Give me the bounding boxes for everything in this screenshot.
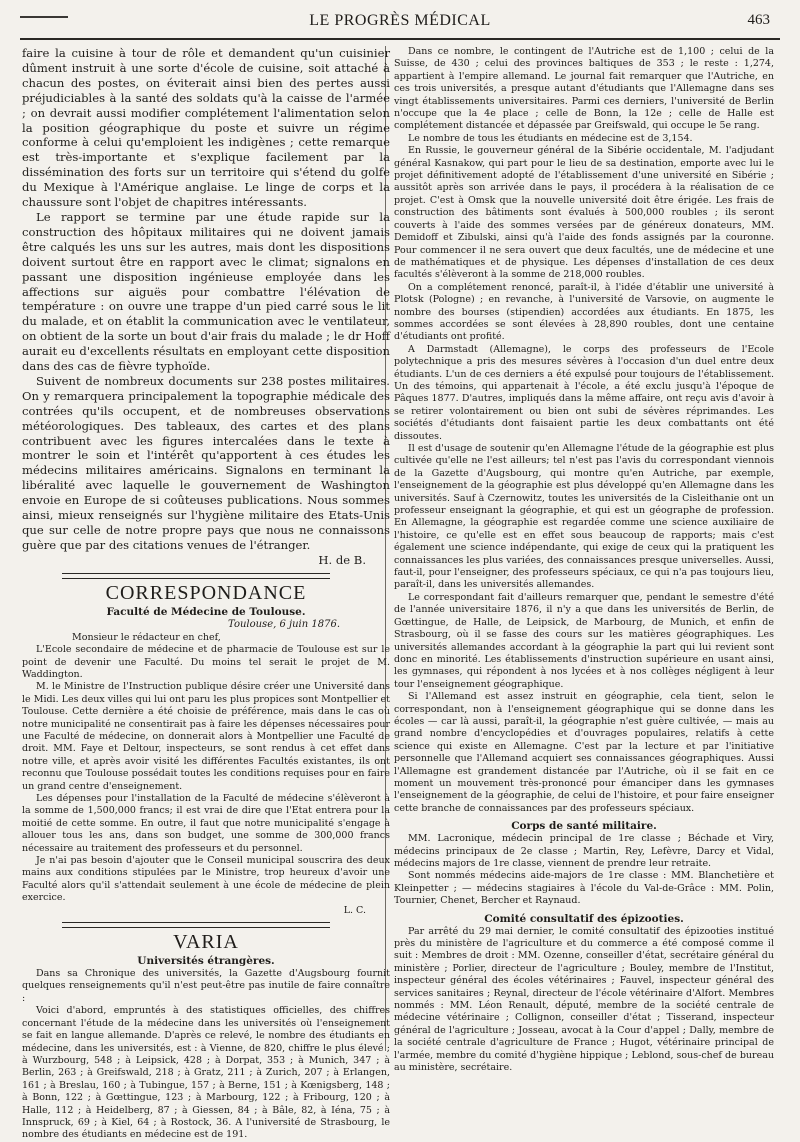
comite-paragraph: Par arrêté du 29 mai dernier, le comité consultatif des épizooties institué près du ministère de l'agriculture et du commerce a été composé comme il suit : Membres de droit : MM. Ozenne, conseiller d'état, secrétaire général du ministère ; Porlier, directeur de l'agriculture ; Bouley, membre de l'Institut, inspecteur général des écoles vétérinaires ; Fauvel, inspecteur général des services sanitaires ; Reynal, directeur de l'école vétérinaire d'Alfort. Membres nommés : MM. Léon Renault, député, membre de la société centrale de médecine vétérinaire ; Collignon, conseiller d'état ; Tisserand, inspecteur général de l'agriculture ; Josseau, avocat à la Cour d'appel ; Dally, membre de la société centrale d'agriculture de France ; Hugot, vétérinaire principal de l'armée, membre du comité d'hygiène hippique ; Leblond, sous-chef de bureau au ministère, secrétaire.: [394, 925, 774, 1074]
varia-paragraph: Il est d'usage de soutenir qu'en Allemagne l'étude de la géographie est plus cultivée qu'elle ne l'est ailleurs; tel n'est pas l'avis du correspondant viennois de la Gazette d'Augsbourg, qui montre qu'en Autriche, par exemple, l'enseignement de la géographie est plus développé qu'en Allemagne dans les universités. Sauf à Czernowitz, toutes les universités de la Cisleithanie ont un professeur enseignant la géographie, et qui est un géographe de profession. En Allemagne, la géographie est regardée comme une science auxiliaire de l'histoire, ce qu'elle est en effet sous beaucoup de rapports; mais c'est également une science indépendante, qui exige de ceux qui la pratiquent les connaissances les plus variées, des connaissances presque universelles. Aussi, faut-il, pour l'enseigner, des professeurs spéciaux, ce qui n'a pas toujours lieu, paraît-il, dans les universités allemandes.: [394, 443, 774, 591]
correspondance-salutation: Monsieur le rédacteur en chef,: [72, 631, 221, 643]
section-rule: [62, 922, 330, 928]
varia-paragraph: Le correspondant fait d'ailleurs remarquer que, pendant le semestre d'été de l'année universitaire 1876, il n'y a que dans les universités de Berlin, de Gœttingue, de Halle, de Leipsick, de Marbourg, de Munich, et enfin de Strasbourg, où il se fasse des cours sur les matières géographiques. Les universités allemandes accordant à la géographie la part qui lui revient sont donc en minorité. Les établissements d'instruction supérieure en usant ainsi, les gymnases, qui répondent à nos lycées et à nos collèges négligent à leur tour l'enseignement géographique.: [394, 591, 774, 690]
left-column: [22, 46, 390, 1141]
varia-paragraph: Le nombre de tous les étudiants en médecine est de 3,154.: [408, 132, 693, 144]
varia-paragraph: Si l'Allemand est assez instruit en géographie, cela tient, selon le correspondant, non à l'enseignement géographique qui se donne dans les écoles — car là aussi, paraît-il, la géographie n'est guère cultivée, — mais au grand nombre d'encyclopédies et d'ouvrages populaires, relatifs à cette science qui existe en Allemagne. C'est par la lecture et par l'initiative personnelle que l'Allemand acquiert ses connaissances géographiques. Aussi l'Allemagne est grandement distancée par l'Autriche, où il se fait en ce moment un mouvement très-prononcé pour émanciper dans les gymnases l'enseignement de la géographie, de celui de l'histoire, et pour faire enseigner cette branche de connaissances par des professeurs spéciaux.: [394, 691, 774, 814]
right-column: [394, 46, 774, 1074]
varia-paragraph: En Russie, le gouverneur général de la Sibérie occidentale, M. l'adjudant général Kasnakow, qui part pour le lieu de sa destination, emporte avec lui le projet définitivement adopté de l'établissement d'une université en Sibérie ; aussitôt après son arrivée dans le pays, il procédera à la réalisation de ce projet. C'est à Omsk que la nouvelle université doit être érigée. Les frais de construction des bâtiments sont évalués à 500,000 roubles ; ils seront couverts à l'aide des sommes versées par de généreux donateurs, MM. Demidoff et Zibulski, ainsi qu'à l'aide des fonds assignés par la couronne. Pour commencer il ne sera ouvert que deux facultés, une de médecine et une de mathématiques et de physique. Les dépenses d'installation de ces deux facultés s'élèveront à la somme de 218,000 roubles.: [394, 145, 774, 281]
section-title-comite-epizooties: Comité consultatif des épizooties.: [484, 912, 684, 925]
correspondance-signature: L. C.: [343, 904, 366, 916]
corps-paragraph: Sont nommés médecins aide-majors de 1re classe : MM. Blanchetière et Kleinpetter ; — médecins stagiaires à l'école du Val-de-Grâce : MM. Polin, Tournier, Chenet, Bercher et Raynaud.: [394, 870, 774, 907]
article-paragraph: Suivent de nombreux documents sur 238 postes militaires. On y remarquera principalement la topographie médicale des contrées qu'ils occupent, et de nombreuses observations météorologiques. Des tableaux, des cartes et des plans contribuent avec les figures intercalées dans le texte à montrer le soin et l'intérêt qu'apportent à ces études les médecins militaires américains. Signalons en terminant la libéralité avec laquelle le gouvernement de Washington envoie en Europe de si coûteuses publications. Nous sommes ainsi, mieux renseignés sur l'hygiène militaire des Etats-Unis que sur celle de notre propre pays que nous ne connaissons guère que par des citations venues de l'étranger.: [22, 373, 390, 552]
varia-paragraph: Dans sa Chronique des universités, la Gazette d'Augsbourg fournit quelques renseignements qu'il n'est peut-être pas inutile de faire connaître :: [22, 968, 390, 1004]
correspondance-paragraph: L'Ecole secondaire de médecine et de pharmacie de Toulouse est sur le point de devenir une Faculté. Du moins tel serait le projet de M. Waddington.: [22, 644, 390, 680]
correspondance-subtitle: Faculté de Médecine de Toulouse.: [106, 605, 306, 618]
section-title-corps-de-sante: Corps de santé militaire.: [511, 820, 657, 833]
varia-paragraph: Dans ce nombre, le contingent de l'Autriche est de 1,100 ; celui de la Suisse, de 430 ; celui des provinces baltiques de 353 ; le reste : 1,274, appartient à l'empire allemand. Le journal fait remarquer que l'Autriche, en ces trois universités, a presque autant d'étudiants que l'Allemagne dans ses vingt établissements universitaires. Parmi ces derniers, l'université de Berlin n'occupe que la 4e place ; celle de Bonn, la 12e ; celle de Halle est complétement distancée et dépassée par Greifswald, qui occupe le 5e rang.: [394, 46, 774, 132]
article-continuation: faire la cuisine à tour de rôle et demandent qu'un cuisinier dûment instruit à une sorte d'école de cuisine, soit attaché à chacun des postes, on éviterait ainsi bien des pertes aussi préjudiciables à la santé des soldats qu'à la caisse de l'armée ; on devrait aussi modifier complétement l'alimentation selon la position géographique du poste et suivre un régime conforme à celui qu'emploient les indigènes ; cette remarque est très-importante et s'explique facilement par la dissémination des forts sur un territoire qui s'étend du golfe du Mexique à l'Amérique anglaise. Le linge de corps et la chaussure sont l'objet de chapitres intéressants.: [22, 46, 390, 210]
correspondance-paragraph: Les dépenses pour l'installation de la Faculté de médecine s'élèveront à la somme de 1,500,000 francs; il est vrai de dire que l'Etat entrera pour la moitié de cette somme. En outre, il faut que notre municipalité s'engage à allouer tous les ans, dans son budget, une somme de 300,000 francs nécessaire au traitement des professeurs et du personnel.: [22, 793, 390, 854]
varia-subtitle: Universités étrangères.: [137, 955, 275, 968]
varia-paragraph: Voici d'abord, empruntés à des statistiques officielles, des chiffres concernant l'étude de la médecine dans les universités où l'enseignement se fait en langue allemande. D'après ce relevé, le nombre des étudiants en médecine, dans les universités, est : à Vienne, de 820, chiffre le plus élevé ; à Wurzbourg, 548 ; à Leipsick, 428 ; à Dorpat, 353 ; à Munich, 347 ; à Berlin, 263 ; à Greifswald, 218 ; à Gratz, 211 ; à Zurich, 207 ; à Erlangen, 161 ; à Breslau, 160 ; à Tubingue, 157 ; à Berne, 151 ; à Kœnigsberg, 148 ; à Bonn, 122 ; à Gœttingue, 123 ; à Marbourg, 122 ; à Fribourg, 120 ; à Halle, 112 ; à Heidelberg, 87 ; à Giessen, 84 ; à Bâle, 82, à Iéna, 75 ; à Innspruck, 69 ; à Kiel, 64 ; à Rostock, 36. A l'université de Strasbourg, le nombre des étudiants en médecine est de 191.: [22, 1005, 390, 1141]
correspondance-paragraph: M. le Ministre de l'Instruction publique désire créer une Université dans le Midi. Les deux villes qui lui ont paru les plus propices sont Montpellier et Toulouse. Cette dernière a été choisie de préférence, mais dans le cas où notre municipalité ne consentirait pas à faire les dépenses nécessaires pour une Faculté de médecine, on donnerait alors à Montpellier une Faculté de droit. MM. Faye et Deltour, inspecteurs, se sont rendus à cet effet dans notre ville, et après avoir visité les différentes Facultés existantes, ils ont reconnu que Toulouse possédait toutes les conditions requises pour en faire un grand centre d'enseignement.: [22, 681, 390, 792]
section-title-correspondance: CORRESPONDANCE: [105, 581, 307, 604]
journal-title: LE PROGRÈS MÉDICAL: [309, 12, 491, 29]
corps-paragraph: MM. Lacronique, médecin principal de 1re classe ; Béchade et Viry, médecins principaux de 2e classe ; Martin, Rey, Lefèvre, Darcy et Vidal, médecins majors de 1re classe, viennent de prendre leur retraite.: [394, 833, 774, 869]
correspondance-paragraph: Je n'ai pas besoin d'ajouter que le Conseil municipal souscrira des deux mains aux conditions stipulées par le Ministre, trop heureux d'avoir une Faculté alors qu'il s'attendait seulement à une école de médecine de plein exercice.: [22, 855, 390, 904]
section-title-varia: VARIA: [173, 931, 239, 954]
article-paragraph: Le rapport se termine par une étude rapide sur la construction des hôpitaux militaires qui ne doivent jamais être calqués les uns sur les autres, mais dont les dispositions doivent surtout être en rapport avec le climat; signalons en passant une disposition ingénieuse employée dans les affections sur aiguës pour combattre l'élévation de température : on ouvre une trappe d'un pied carré sous le lit du malade, et on établit la communication avec le ventilateur, on obtient de la sorte un bout d'air frais du malade ; le dr Hoff aurait eu d'excellents résultats en employant cette disposition dans des cas de fièvre typhoïde.: [22, 209, 390, 374]
varia-paragraph: A Darmstadt (Allemagne), le corps des professeurs de l'Ecole polytechnique a pris des mesures sévères à l'occasion d'un duel entre deux étudiants. L'un de ces derniers a été expulsé pour toujours de l'établissement. Un des témoins, qui appartenait à l'école, a été exclu jusqu'à l'époque de Pâques 1877. D'autres, impliqués dans la même affaire, ont reçu avis d'avoir à se retirer volontairement ou bien ont subi de sévères réprimandes. Les sociétés d'étudiants dont faisaient partie les deux combattants ont été dissoutes.: [394, 343, 774, 442]
running-header: [20, 6, 780, 40]
page-number: 463: [747, 12, 770, 28]
section-rule: [62, 573, 330, 579]
correspondance-dateline: Toulouse, 6 juin 1876.: [228, 618, 340, 630]
varia-paragraph: On a complétement renoncé, paraît-il, à l'idée d'établir une université à Plotsk (Pologne) ; en revanche, à l'université de Varsovie, on augmente le nombre des bourses (stipendien) accordées aux étudiants. En 1875, les sommes accordées se sont élevées à 28,890 roubles, dont une centaine d'étudiants ont profité.: [394, 281, 774, 343]
article-signature: H. de B.: [318, 552, 366, 567]
